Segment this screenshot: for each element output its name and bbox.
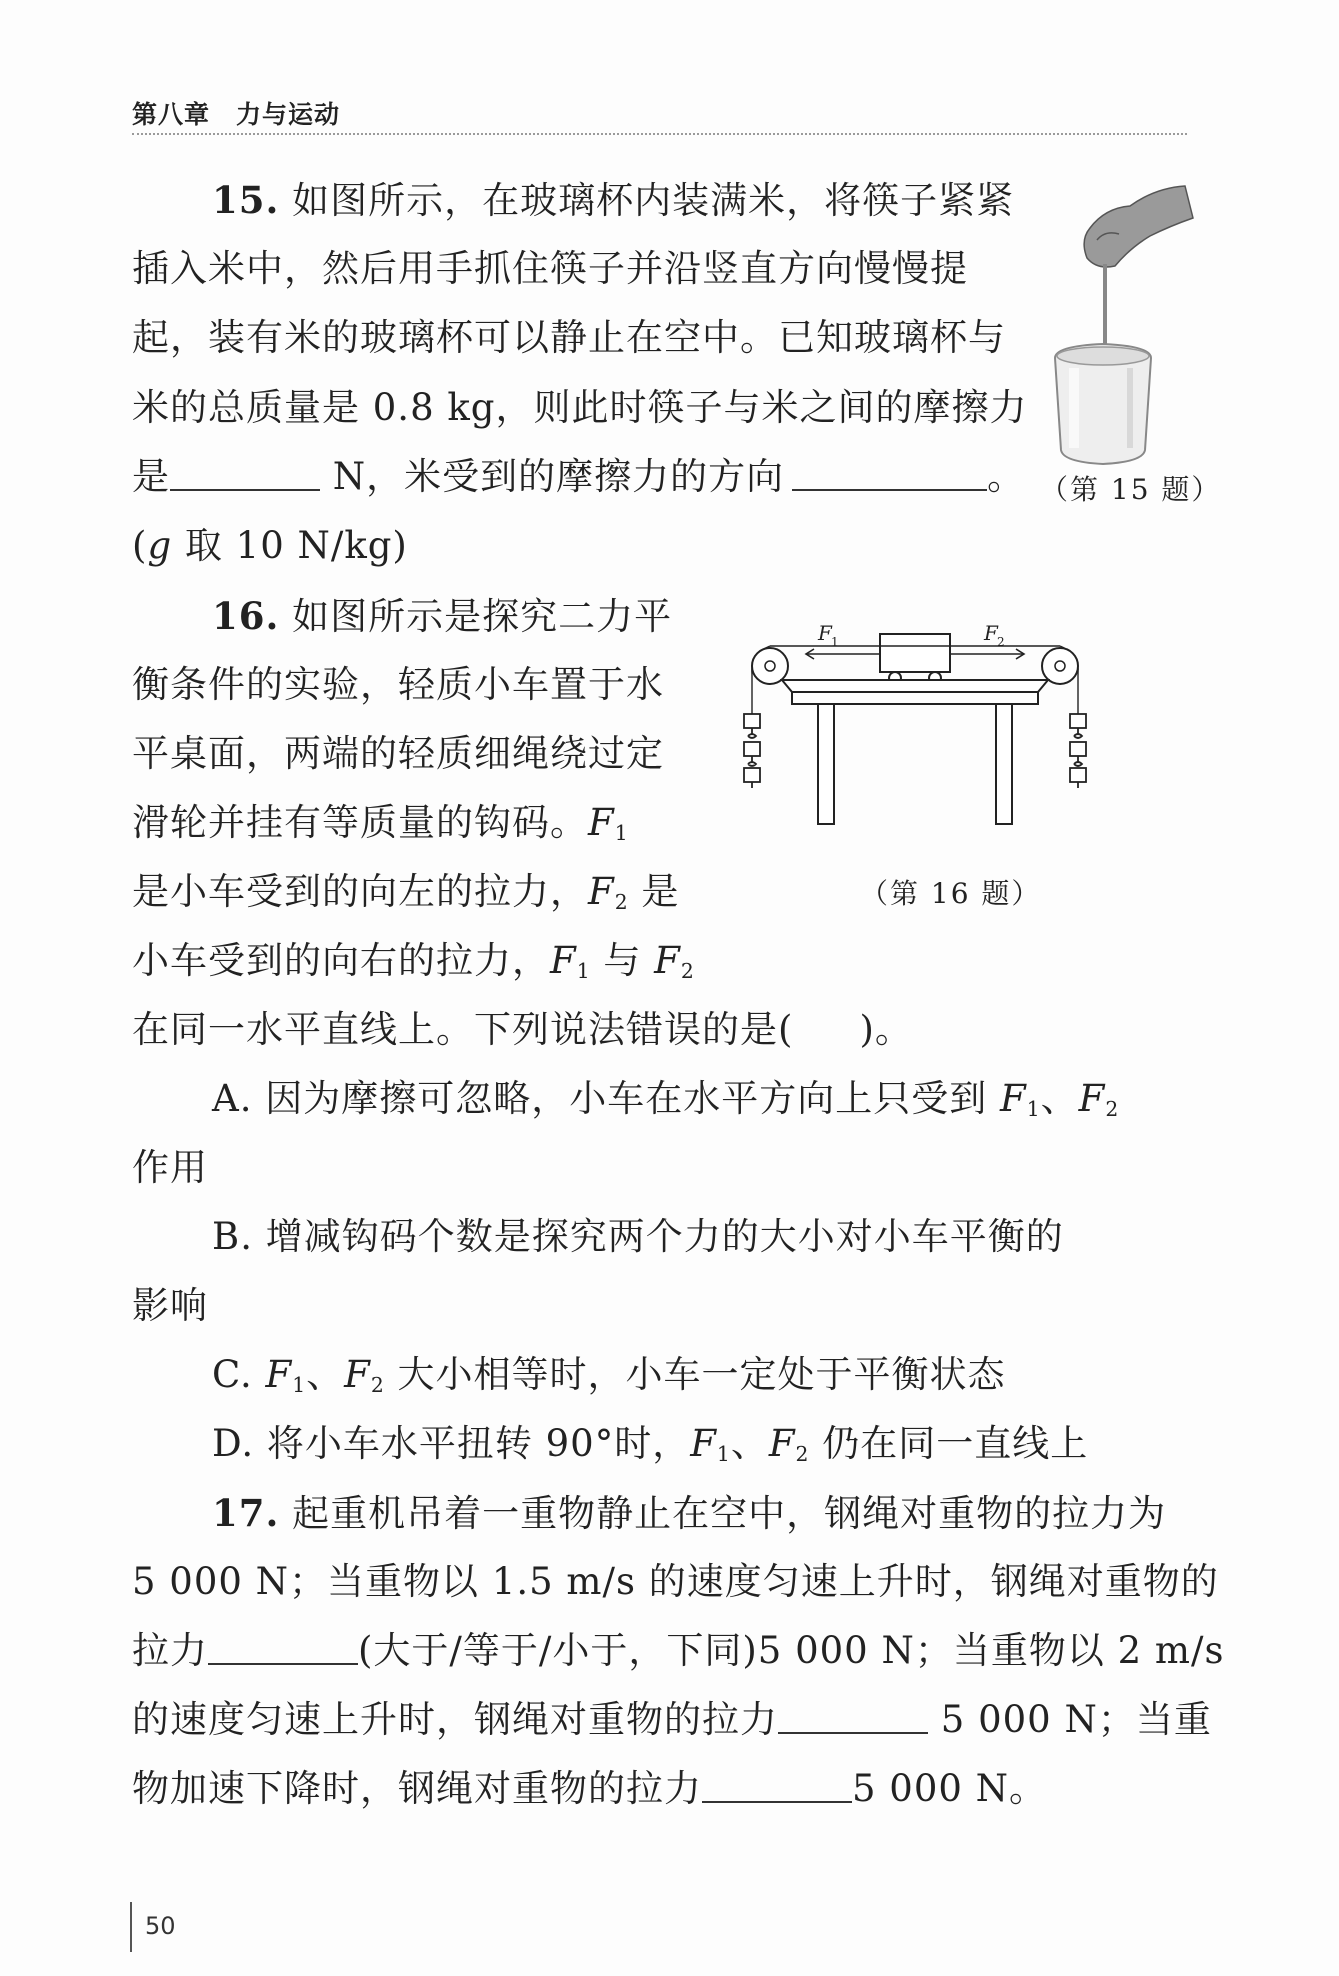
option-c-text: 大小相等时，小车一定处于平衡状态: [384, 1353, 1006, 1396]
q17-line-1: [212, 1493, 1166, 1534]
q17-blank-2[interactable]: [778, 1702, 928, 1734]
option-a-F2: F: [1078, 1077, 1106, 1120]
q16-F1-symbol: F: [588, 801, 615, 844]
fig-label-F2: F: [984, 621, 998, 645]
q16-line-4: [132, 803, 629, 853]
q15-line-2: 插入米中，然后用手抓住筷子并沿竖直方向慢慢提: [132, 247, 968, 290]
q16-option-a-line-2: 作用: [132, 1146, 208, 1189]
option-d-text-2: 仍在同一直线上: [809, 1422, 1089, 1465]
q16-option-d[interactable]: [212, 1424, 1088, 1474]
q15-line-5: [132, 457, 1025, 497]
option-d-F1: F: [690, 1422, 717, 1465]
q16-line-5: [132, 872, 679, 922]
q16-text-7b: )。: [859, 1008, 913, 1051]
hand-shape: [1084, 186, 1193, 267]
arrow-right-F2: [950, 649, 1024, 659]
q17-text-3b: (大于/等于/小于，下同)5 000 N；当重物以 2 m/s: [358, 1629, 1225, 1672]
option-d-sep: 、: [730, 1422, 769, 1465]
q16-figure-balance-experiment: [740, 618, 1100, 838]
q17-line-2: 5 000 N；当重物以 1.5 m/s 的速度匀速上升时，钢绳对重物的: [132, 1560, 1219, 1603]
fig-label-F1-sub: 1: [831, 635, 839, 649]
q15-caption: （第 15 题）: [1040, 473, 1222, 506]
weights-right: [1070, 714, 1086, 788]
q16-caption: （第 16 题）: [860, 877, 1042, 910]
option-c-sep: 、: [306, 1353, 345, 1396]
option-a-F2-sub: 2: [1105, 1097, 1120, 1122]
q16-F1-sub: 1: [614, 821, 629, 846]
table-top: [782, 680, 1048, 692]
q15-line-4: 米的总质量是 0.8 kg，则此时筷子与米之间的摩擦力: [132, 386, 1028, 429]
option-d-F1-sub: 1: [716, 1442, 731, 1467]
running-header: [132, 93, 1187, 135]
q17-text-3a: 拉力: [132, 1629, 208, 1672]
q15-line-1: [212, 180, 1014, 221]
option-c-F1-sub: 1: [292, 1373, 307, 1398]
q16-option-b-line-2: 影响: [132, 1284, 208, 1327]
q15-number: 15.: [212, 178, 280, 222]
q15-text-5a: 是: [132, 455, 170, 498]
q15-text-5b: N，米受到的摩擦力的方向: [320, 455, 785, 498]
option-d-F2: F: [768, 1422, 796, 1465]
q16-option-c[interactable]: [212, 1355, 1006, 1405]
q16-text-7: 在同一水平直线上。下列说法错误的是(: [132, 1008, 794, 1051]
arrow-left-F1: [806, 649, 880, 659]
option-d-text: D. 将小车水平扭转 90°时，: [212, 1422, 691, 1465]
fig-label-F2-sub: 2: [997, 635, 1005, 649]
option-c-F1: F: [265, 1353, 293, 1396]
q17-text-5b: 5 000 N。: [852, 1767, 1048, 1810]
option-c-prefix: C.: [212, 1353, 266, 1396]
q16-F2-symbol: F: [588, 870, 615, 913]
q17-text-5a: 物加速下降时，钢绳对重物的拉力: [132, 1767, 702, 1810]
option-c-F2-sub: 2: [370, 1373, 385, 1398]
q16-F2-symbol-b: F: [654, 939, 681, 982]
q15-text-6a: (: [132, 524, 148, 567]
q16-text-6b: 与: [590, 939, 655, 982]
q15-g-symbol: g: [147, 524, 173, 567]
q15-blank-direction[interactable]: [792, 459, 987, 491]
q16-text-6a: 小车受到的向右的拉力，: [132, 939, 550, 982]
q16-line-6: [132, 941, 695, 991]
option-a-sep: 、: [1040, 1077, 1079, 1120]
q15-blank-friction[interactable]: [170, 459, 320, 491]
q16-line-7: [132, 1010, 913, 1050]
q16-F2-sub: 2: [614, 890, 629, 915]
option-a-text: A. 因为摩擦可忽略，小车在水平方向上只受到: [212, 1077, 1001, 1120]
table-leg-right: [996, 704, 1012, 824]
weights-left: [744, 714, 760, 788]
q17-line-4: [132, 1700, 1212, 1740]
table-leg-left: [818, 704, 834, 824]
q15-text-5c: 。: [987, 455, 1026, 498]
q17-blank-3[interactable]: [702, 1771, 852, 1803]
q17-number: 17.: [212, 1491, 280, 1535]
q15-figure-rice-cup: [1035, 178, 1195, 478]
q16-number: 16.: [212, 594, 280, 638]
option-a-F1: F: [1000, 1077, 1027, 1120]
chapter-title: 第八章 力与运动: [132, 100, 341, 129]
q16-line-2: 衡条件的实验，轻质小车置于水: [132, 663, 664, 706]
option-a-F1-sub: 1: [1026, 1097, 1041, 1122]
q16-F1-symbol-b: F: [550, 939, 577, 982]
q15-line-3: 起，装有米的玻璃杯可以静止在空中。已知玻璃杯与: [132, 316, 1006, 359]
q16-line-3: 平桌面，两端的轻质细绳绕过定: [132, 732, 664, 775]
fig-label-F1: F: [818, 621, 832, 645]
q16-text-5b: 是小车受到的向左的拉力，: [132, 870, 588, 913]
q17-line-5: [132, 1769, 1047, 1809]
q15-line-6: [132, 526, 408, 566]
q16-F1-sub-b: 1: [576, 959, 591, 984]
option-c-F2: F: [344, 1353, 371, 1396]
q16-text-4a: 滑轮并挂有等质量的钩码。: [132, 801, 588, 844]
q17-text-4a: 的速度匀速上升时，钢绳对重物的拉力: [132, 1698, 778, 1741]
q16-F2-sub-b: 2: [680, 959, 695, 984]
q15-text-6b: 取 10 N/kg): [172, 524, 408, 567]
cart: [880, 634, 950, 672]
q16-option-b-line-1[interactable]: B. 增减钩码个数是探究两个力的大小对小车平衡的: [212, 1215, 1064, 1258]
page-number-divider: [130, 1902, 132, 1952]
q16-text-1: 如图所示是探究二力平: [292, 595, 673, 638]
option-d-F2-sub: 2: [795, 1442, 810, 1467]
q17-text-1: 起重机吊着一重物静止在空中，钢绳对重物的拉力为: [292, 1492, 1167, 1535]
q17-line-3: [132, 1631, 1224, 1671]
q17-blank-1[interactable]: [208, 1633, 358, 1665]
q17-text-4b: 5 000 N；当重: [928, 1698, 1212, 1741]
q16-line-1: [212, 596, 672, 637]
q16-option-a-line-1[interactable]: [212, 1079, 1119, 1129]
page-number: 50: [145, 1912, 176, 1940]
q15-text-1: 如图所示，在玻璃杯内装满米，将筷子紧紧: [292, 179, 1015, 222]
q16-text-5c: 是: [628, 870, 680, 913]
